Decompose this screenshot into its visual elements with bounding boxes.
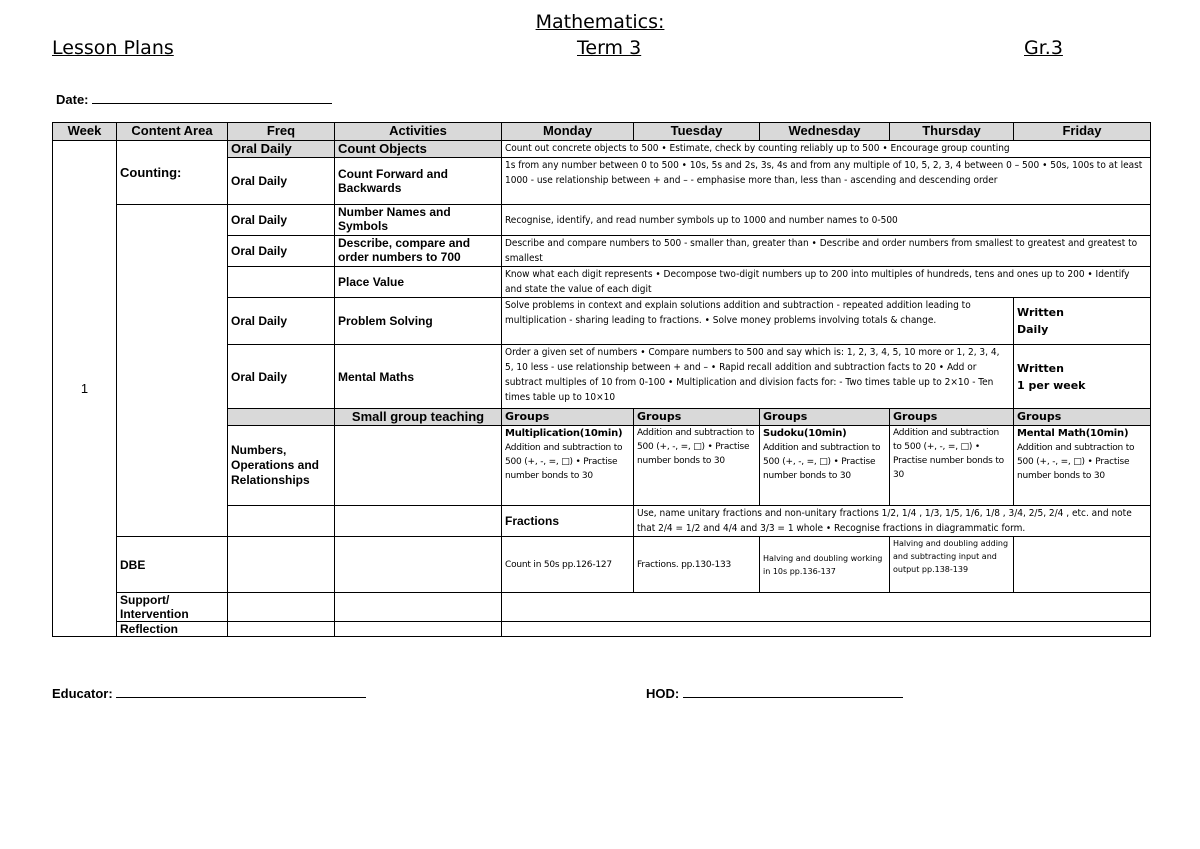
term-heading: Term 3 bbox=[577, 37, 642, 59]
written-frequency: Daily bbox=[1017, 323, 1049, 336]
freq-blank bbox=[228, 267, 335, 298]
support-notes[interactable] bbox=[502, 593, 1151, 622]
description-cell: Solve problems in context and explain solutions addition and subtraction - repeated addition leading to multiplication - sharing leading to fractions. • Solve money problems involving totals & change. bbox=[502, 298, 1014, 345]
group-task-thursday bbox=[890, 426, 1014, 506]
table-row bbox=[53, 593, 1151, 622]
col-friday: Friday bbox=[1014, 123, 1151, 141]
freq-cell: Oral Daily bbox=[228, 236, 335, 267]
activity-cell: Fractions bbox=[502, 506, 634, 537]
activity-cell: Describe, compare and order numbers to 700 bbox=[335, 236, 502, 267]
dbe-wednesday: Halving and doubling working in 10s pp.136-137 bbox=[760, 537, 890, 593]
freq-cell: Oral Daily bbox=[228, 345, 335, 409]
description-cell: Count out concrete objects to 500 • Estimate, check by counting reliably up to 500 • Encourage group counting bbox=[502, 141, 1151, 158]
col-monday: Monday bbox=[502, 123, 634, 141]
group-task-text: Addition and subtraction to 500 (+, -, =, □) • Practise number bonds to 30 bbox=[1017, 443, 1135, 481]
activity-blank bbox=[335, 537, 502, 593]
header-row bbox=[53, 123, 1151, 141]
week-number: 1 bbox=[53, 141, 117, 637]
freq-blank bbox=[228, 593, 335, 622]
dbe-monday: Count in 50s pp.126-127 bbox=[502, 537, 634, 593]
content-area-blank bbox=[117, 205, 228, 537]
date-label: Date: bbox=[56, 92, 89, 107]
lesson-plans-heading: Lesson Plans bbox=[52, 37, 174, 59]
date-field bbox=[56, 91, 332, 107]
freq-blank bbox=[228, 537, 335, 593]
group-label: Groups bbox=[634, 409, 760, 426]
dbe-area: DBE bbox=[117, 537, 228, 593]
educator-label: Educator: bbox=[52, 686, 113, 701]
dbe-friday-blank bbox=[1014, 537, 1151, 593]
group-task-tuesday bbox=[634, 426, 760, 506]
description-cell: Know what each digit represents • Decompose two-digit numbers up to 200 into multiples of hundreds, tens and ones up to 200 • Identify and state the value of each digit bbox=[502, 267, 1151, 298]
freq-blank bbox=[335, 506, 502, 537]
group-task-text: Addition and subtraction to 500 (+, -, =, □) • Practise number bonds to 30 bbox=[763, 443, 881, 481]
activity-cell: Mental Maths bbox=[335, 345, 502, 409]
written-label: Written bbox=[1017, 306, 1064, 319]
written-cell bbox=[1014, 298, 1151, 345]
freq-cell: Oral Daily bbox=[228, 158, 335, 205]
description-cell: Recognise, identify, and read number symbols up to 1000 and number names to 0-500 bbox=[502, 205, 1151, 236]
col-freq: Freq bbox=[228, 123, 335, 141]
activity-cell: Number Names and Symbols bbox=[335, 205, 502, 236]
freq-cell: Oral Daily bbox=[228, 298, 335, 345]
reflection-area: Reflection bbox=[117, 622, 228, 637]
group-task-text: Addition and subtraction to 500 (+, -, =, □) • Practise number bonds to 30 bbox=[505, 443, 623, 481]
activity-cell: Problem Solving bbox=[335, 298, 502, 345]
reflection-notes[interactable] bbox=[502, 622, 1151, 637]
group-label: Groups bbox=[1014, 409, 1151, 426]
group-label: Groups bbox=[760, 409, 890, 426]
group-task-friday bbox=[1014, 426, 1151, 506]
col-activities: Activities bbox=[335, 123, 502, 141]
group-label: Groups bbox=[502, 409, 634, 426]
table-row bbox=[53, 622, 1151, 637]
table-row bbox=[53, 205, 1151, 236]
numbers-area: Numbers, Operations and Relationships bbox=[228, 426, 335, 506]
educator-signature-line[interactable] bbox=[116, 685, 366, 698]
group-task-monday bbox=[502, 426, 634, 506]
document-title: Mathematics: bbox=[535, 11, 665, 33]
dbe-tuesday: Fractions. pp.130-133 bbox=[634, 537, 760, 593]
group-task-text: Addition and subtraction to 500 (+, -, =, □) • Practise number bonds to 30 bbox=[893, 428, 1004, 480]
description-cell: 1s from any number between 0 to 500 • 10s, 5s and 2s, 3s, 4s and from any multiple of 10, 5, 2, 3, 4 between 0 – 500 • 50s, 100s to at least 1000 - use relationship between + and – - emphasise more than, less than - ascending and descending order bbox=[502, 158, 1151, 205]
col-tuesday: Tuesday bbox=[634, 123, 760, 141]
freq-blank bbox=[228, 622, 335, 637]
table-row bbox=[53, 537, 1151, 593]
hod-field bbox=[646, 685, 903, 701]
table-row bbox=[53, 141, 1151, 158]
group-task-title: Sudoku(10min) bbox=[763, 428, 847, 439]
written-label: Written bbox=[1017, 361, 1064, 375]
description-cell: Describe and compare numbers to 500 - smaller than, greater than • Describe and order numbers from smallest to greatest and greatest to smallest bbox=[502, 236, 1151, 267]
educator-field bbox=[52, 685, 366, 701]
dbe-thursday: Halving and doubling adding and subtracting input and output pp.138-139 bbox=[890, 537, 1014, 593]
hod-label: HOD: bbox=[646, 686, 680, 701]
grade-heading: Gr.3 bbox=[1024, 37, 1063, 59]
activity-cell: Place Value bbox=[335, 267, 502, 298]
group-task-wednesday bbox=[760, 426, 890, 506]
activity-cell: Count Forward and Backwards bbox=[335, 158, 502, 205]
date-line[interactable] bbox=[92, 91, 332, 104]
content-area-blank bbox=[228, 506, 335, 537]
description-cell: Use, name unitary fractions and non-unitary fractions 1/2, 1/4 , 1/3, 1/5, 1/6, 1/8 , 3/4, 2/5, 2/4 , etc. and note that 2/4 = 1/2 and 4/4 and 3/3 = 1 whole • Recognise fractions in diagrammatic form. bbox=[634, 506, 1151, 537]
group-label: Groups bbox=[890, 409, 1014, 426]
activity-blank bbox=[335, 622, 502, 637]
col-content-area: Content Area bbox=[117, 123, 228, 141]
description-cell: Order a given set of numbers • Compare numbers to 500 and say which is: 1, 2, 3, 4, 5, 10 more or 1, 2, 3, 4, 5, 10 less - use relationship between + and – • Rapid recall addition and subtraction facts to 20 • Add or subtract multiples of 10 from 0-100 • Multiplication and division facts for: - Two times table up to 2×10 - Ten times table up to 10×10 bbox=[502, 345, 1014, 409]
activity-cell: Small group teaching bbox=[335, 409, 502, 426]
freq-cell: Oral Daily bbox=[228, 205, 335, 236]
activity-blank bbox=[335, 593, 502, 622]
col-thursday: Thursday bbox=[890, 123, 1014, 141]
counting-area: Counting: bbox=[117, 141, 228, 205]
written-frequency: 1 per week bbox=[1017, 378, 1086, 392]
freq-cell: Oral Daily bbox=[228, 141, 335, 158]
col-wednesday: Wednesday bbox=[760, 123, 890, 141]
group-task-text: Addition and subtraction to 500 (+, -, =, □) • Practise number bonds to 30 bbox=[637, 428, 755, 466]
activity-cell: Count Objects bbox=[335, 141, 502, 158]
activity-blank bbox=[335, 426, 502, 506]
freq-blank bbox=[228, 409, 335, 426]
group-task-title: Mental Math(10min) bbox=[1017, 428, 1129, 439]
group-task-title: Multiplication(10min) bbox=[505, 428, 623, 439]
written-cell bbox=[1014, 345, 1151, 409]
lesson-plan-table bbox=[52, 122, 1151, 637]
hod-signature-line[interactable] bbox=[683, 685, 903, 698]
support-area: Support/ Intervention bbox=[117, 593, 228, 622]
col-week: Week bbox=[53, 123, 117, 141]
